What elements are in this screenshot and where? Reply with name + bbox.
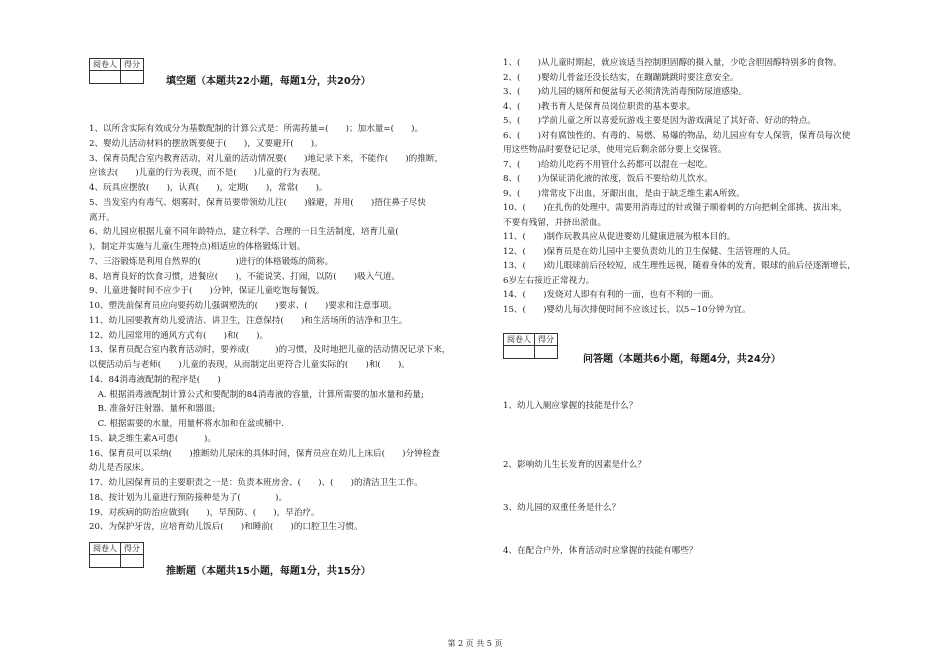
fill-question-line: A. 根据消毒液配制计算公式和要配制的84消毒液的容量，计算所需要的加水量和药量; (89, 389, 424, 400)
fill-question-line: )，制定并实施与儿童(生理特点)相适应的体格锻炼计划。 (89, 242, 306, 252)
judge-question-line: 3、( )幼儿园的厕所和便盆每天必须清洗消毒预防尿道感染。 (503, 87, 748, 97)
fill-question-line: 以便活动后与老师( )儿童的表现，从而制定出更符合儿童实际的( )和( )。 (89, 360, 410, 370)
fill-question-line: 13、保育员配合室内教育活动时，要养成( )的习惯，及时地把儿童的活动情况记录下来， (89, 345, 451, 356)
judge-question-line: 14、( )发烧对人即有有利的一面，也有不利的一面。 (503, 290, 719, 300)
judge-question-line: 13、( )幼儿眼球前后径较短，成生理性远视，随着身体的发育，眼球的前后径逐渐增长， (503, 261, 856, 271)
fill-question-line: 20、为保护牙齿，应培育幼儿饭后( )和睡前( )的口腔卫生习惯。 (89, 522, 363, 533)
qa-question-line: 2、影响幼儿生长发育的因素是什么？ (503, 460, 646, 470)
judge-question-line: 用这些物品时要登记记录，使用完后剩余部分要上交保管。 (503, 145, 727, 155)
score-label: 得分 (535, 334, 558, 346)
judge-question-line: 12、( )保育员是在幼儿园中主要负责幼儿的卫生保健、生活管理的人员。 (503, 246, 796, 257)
fill-question-line: 6、幼儿园应根据儿童不同年龄特点，建立科学、合理的一日生活制度，培育儿童( (89, 227, 416, 238)
fill-question-line: 应该去( )儿童的行为表现，而不是( )儿童的行为表现。 (89, 168, 326, 179)
judge-question-line: 不要有残留，并挤出淤血。 (503, 217, 607, 228)
fill-question-line: 5、当发室内有毒气、烟雾时，保育员要带领幼儿往( )躲避，并用( )捂住鼻子尽快 (89, 197, 426, 208)
fill-question-line: 4、玩具应摆放( )，认真( )，定期( )，常常( )。 (89, 183, 328, 193)
fill-question-line: 17、幼儿园保育员的主要职责之一是：负责本班房舍、( )、( )的清洁卫生工作。 (89, 478, 423, 488)
fill-question-line: 16、保育员可以采纳( )推断幼儿尿床的具体时间，保育员应在幼儿上床后( )分钟检查 (89, 448, 440, 459)
reviewer-label: 阅卷人 (90, 59, 121, 71)
fill-question-line: 离开。 (89, 212, 115, 223)
fill-question-line: 12、幼儿园常用的通风方式有( )和( )。 (89, 330, 269, 341)
page-number: 第 2 页 共 5 页 (447, 639, 503, 648)
score-table-qa (503, 333, 558, 359)
fill-question-line: 1、以所含实际有效成分为基数配制的计算公式是：所需药量=( )；加水量=( )。 (89, 124, 424, 134)
judge-question-line: 9、( )常常皮下出血，牙龈出血，是由于缺乏维生素A所致。 (503, 188, 745, 199)
judge-question-line: 5、( )学前儿童之所以喜爱玩游戏主要是因为游戏满足了其好奇、好动的特点。 (503, 116, 816, 126)
fill-question-line: 19、对疾病的防治应做到( )，早预防、( )，早治疗。 (89, 507, 320, 518)
reviewer-label: 阅卷人 (90, 543, 121, 555)
fill-question-line: 3、保育员配合室内教育活动，对儿童的活动情况要( )地记录下来，不能作( )的推断， (89, 153, 444, 164)
judge-question-line: 6岁左右接近正常视力。 (503, 275, 595, 286)
judge-section-title: 推断题（本题共15小题，每题1分，共15分） (166, 566, 371, 577)
judge-question-line: 15、( )婴幼儿每次排便时间不应该过长，以5~10分钟为宜。 (503, 304, 751, 315)
score-table-fill (89, 58, 144, 84)
score-label: 得分 (121, 59, 144, 71)
qa-section-title: 问答题（本题共6小题，每题4分，共24分） (583, 354, 781, 365)
qa-question-line: 4、在配合户外，体育活动时应掌握的技能有哪些？ (503, 546, 698, 556)
fill-question-line: 8、培育良好的饮食习惯，进餐应( )，不能说笑、打闹，以防( )吸入气道。 (89, 271, 401, 282)
fill-question-line: 15、缺乏维生素A可患( )。 (89, 433, 216, 444)
judge-question-line: 7、( )给幼儿吃药不用管什么药都可以混在一起吃。 (503, 159, 713, 170)
judge-question-line: 8、( )为保证消化液的浓度，饭后不要给幼儿饮水。 (503, 174, 713, 184)
fill-question-line: 14、84消毒液配制的程序是( ) (89, 374, 221, 385)
fill-question-line: 11、幼儿园要教育幼儿爱清洁、讲卫生，注意保持( )和生活场所的洁净和卫生。 (89, 315, 408, 326)
judge-question-line: 4、( )教书育人是保育员岗位职责的基本要求。 (503, 101, 696, 112)
fill-question-line: C. 根据需要的水量，用量杯将水加和在盆或桶中. (89, 419, 284, 429)
score-label: 得分 (121, 543, 144, 555)
score-table-judge (89, 542, 144, 568)
fill-question-line: 7、三浴锻炼是利用自然界的( )进行的体格锻炼的简称。 (89, 256, 334, 267)
fill-question-line: 18、按计划为儿童进行预防接种是为了( )。 (89, 492, 288, 503)
fill-section-title: 填空题（本题共22小题，每题1分，共20分） (166, 76, 371, 87)
judge-question-line: 11、( )制作玩教具应从促进婴幼儿健康进展为根本目的。 (503, 232, 736, 242)
qa-question-line: 1、幼儿入厕应掌握的技能是什么？ (503, 401, 638, 411)
fill-question-line: 9、儿童进餐时间不应少于( )分钟，保证儿童吃饱每餐饭。 (89, 286, 325, 297)
qa-question-line: 3、幼儿园的双重任务是什么？ (503, 503, 621, 513)
judge-question-line: 1、( )从儿童时期起，就应该适当控制胆固醇的摄入量，少吃含胆固醇特别多的食物。 (503, 58, 842, 68)
fill-question-line: B. 准备好注射器、量杯和器皿; (89, 404, 216, 415)
fill-question-line: 2、婴幼儿活动材料的摆放既要便于( )，又要避开( )。 (89, 138, 323, 149)
judge-question-line: 10、( )在扎伤的处理中，需要用消毒过的针或镊子顺着刺的方向把刺全部挑、拔出来， (503, 203, 848, 213)
reviewer-label: 阅卷人 (504, 334, 535, 346)
fill-question-line: 幼儿是否尿床。 (89, 463, 150, 474)
fill-question-line: 10、塑洗前保育员应向要药幼儿强调塑洗的( )要求、( )要求和注意事项。 (89, 301, 397, 311)
judge-question-line: 2、( )婴幼儿骨盆还没长结实，在蹦蹦跳跳时要注意安全。 (503, 72, 739, 83)
judge-question-line: 6、( )对有腐蚀性的、有毒的、易燃、易爆的物品，幼儿园应有专人保管，保育员每次使 (503, 130, 851, 141)
